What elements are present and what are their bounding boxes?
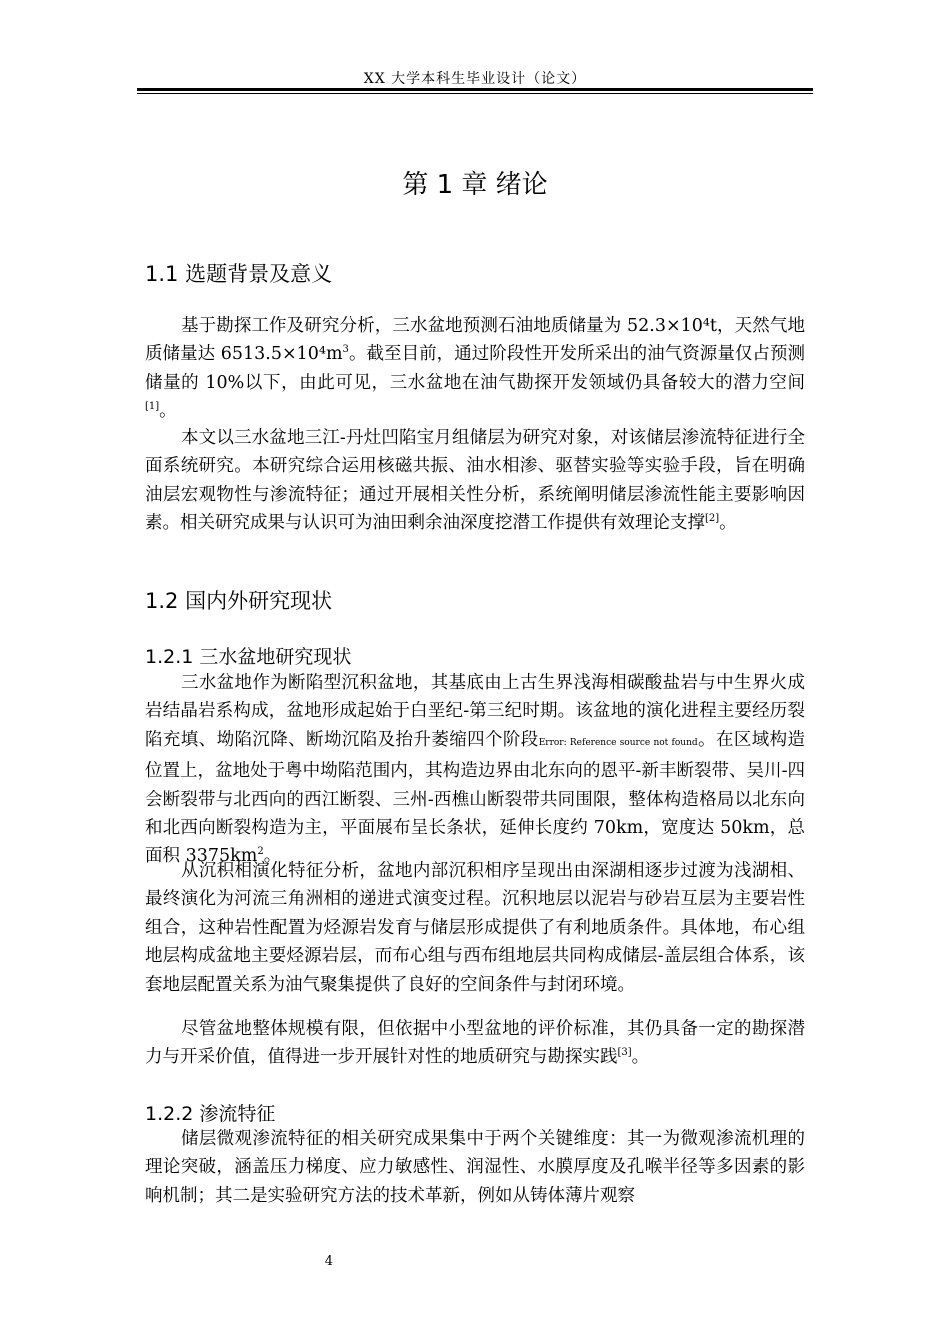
running-header: XX 大学本科生毕业设计（论文） <box>363 71 587 87</box>
paragraph-text: 。 <box>719 513 737 534</box>
citation-ref: [3] <box>617 1047 632 1059</box>
citation-ref: [2] <box>705 513 720 525</box>
paragraph-text: 。在区域构造位置上，盆地处于粤中坳陷范围内，其构造边界由北东向的恩平-新丰断裂带、吴川-四会断裂带与北西向的西江断裂、三州-西樵山断裂带共同围限，整体构造格局以北东向和北西向断裂构造为主，平面展布呈长条状，延伸长度约 70km，宽度达 50km，总面积 3375km <box>145 729 806 867</box>
reference-error-note: Error: Reference source not found <box>538 737 698 748</box>
paragraph-text: 。 <box>263 846 282 867</box>
section-heading-1-2-2: 1.2.2 渗流特征 <box>145 1103 276 1125</box>
paragraph-text: 。 <box>159 401 177 422</box>
paragraph-text: 本文以三水盆地三江-丹灶凹陷宝月组储层为研究对象，对该储层渗流特征进行全面系统研究。本研究综合运用核磁共振、油水相渗、驱替实验等实验手段，旨在明确油层宏观物性与渗流特征；通过开展相关性分析，系统阐明储层渗流性能主要影响因素。相关研究成果与认识可为油田剩余油深度挖潜工作提供有效理论支撑 <box>145 428 805 534</box>
paragraph-text: 尽管盆地整体规模有限，但依据中小型盆地的评价标准，其仍具备一定的勘探潜力与开采价值，值得进一步开展针对性的地质研究与勘探实践 <box>145 1019 805 1068</box>
paragraph-text: 基于勘探工作及研究分析，三水盆地预测石油地质储量为 52.3×10⁴t，天然气地质储量达 6513.5×10⁴m <box>145 316 805 365</box>
chapter-title: 第 1 章 绪论 <box>402 170 548 200</box>
paragraph-objective <box>145 424 805 538</box>
paragraph-background <box>145 312 805 426</box>
paragraph-sedimentary-facies: 从沉积相演化特征分析，盆地内部沉积相序呈现出由深湖相逐步过渡为浅湖相、最终演化为河流三角洲相的递进式演变过程。沉积地层以泥岩与砂岩互层为主要岩性组合，这种岩性配置为烃源岩发育与储层形成提供了有利地质条件。具体地，布心组地层构成盆地主要烃源岩层，而布心组与西布组地层共同构成储层-盖层组合体系，该套地层配置关系为油气聚集提供了良好的空间条件与封闭环境。 <box>145 861 805 995</box>
section-heading-1-1: 1.1 选题背景及意义 <box>145 262 333 286</box>
section-heading-1-2: 1.2 国内外研究现状 <box>145 589 333 613</box>
citation-ref: [1] <box>145 401 160 413</box>
page-number: 4 <box>324 1254 333 1269</box>
paragraph-text: 。 <box>631 1047 650 1068</box>
superscript: 3 <box>342 344 349 356</box>
paragraph-exploration-potential <box>145 1015 805 1072</box>
section-heading-1-2-1: 1.2.1 三水盆地研究现状 <box>145 646 352 668</box>
paragraph-seepage-characteristics: 储层微观渗流特征的相关研究成果集中于两个关键维度：其一为微观渗流机理的理论突破，涵盖压力梯度、应力敏感性、润湿性、水膜厚度及孔喉半径等多因素的影响机制；其二是实验研究方法的技术革新，例如从铸体薄片观察 <box>145 1129 805 1206</box>
paragraph-text: 三水盆地作为断陷型沉积盆地，其基底由上古生界浅海相碳酸盐岩与中生界火成岩结晶岩系构成，盆地形成起始于白垩纪-第三纪时期。该盆地的演化进程主要经历裂陷充填、坳陷沉降、断坳沉陷及抬升萎缩四个阶段 <box>145 673 805 750</box>
superscript: 2 <box>257 846 264 858</box>
header-rule-thin <box>137 93 813 94</box>
paragraph-sanshui-basin <box>145 669 805 871</box>
header-rule-thick <box>137 88 813 91</box>
paragraph-text: 。截至目前，通过阶段性开发所采出的油气资源量仅占预测储量的 10%以下，由此可见，三水盆地在油气勘探开发领域仍具备较大的潜力空间 <box>145 344 805 393</box>
